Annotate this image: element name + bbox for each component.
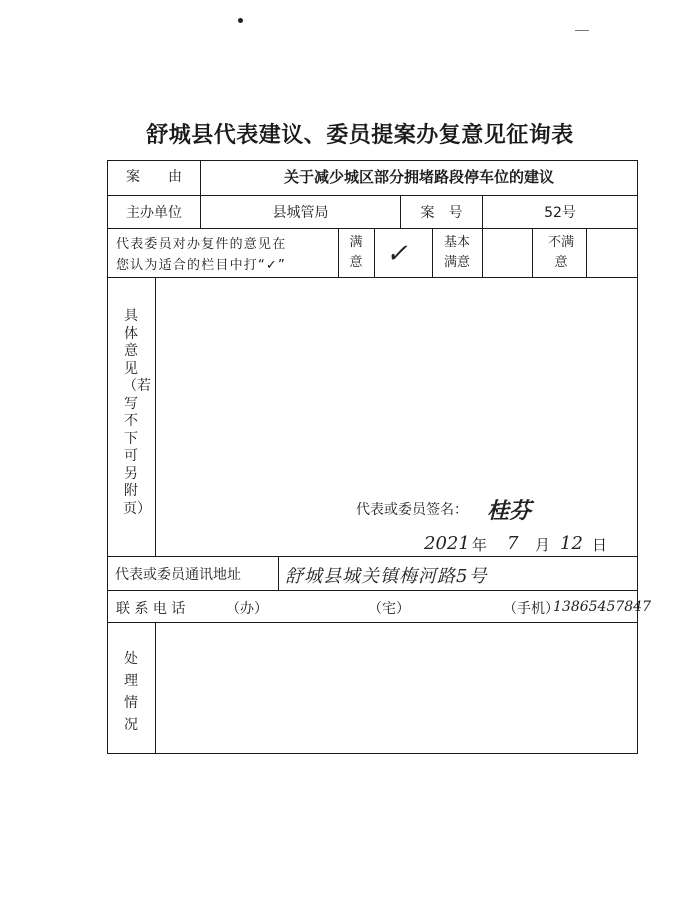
- address-value: 舒城县城关镇梅河路5号: [285, 566, 488, 587]
- case-label: 案 由: [126, 169, 182, 185]
- table-border-bottom: [107, 753, 638, 754]
- col-divider: [586, 228, 587, 277]
- row-divider: [107, 228, 638, 229]
- col-divider: [432, 228, 433, 277]
- row-divider: [107, 622, 638, 623]
- unit-label: 主办单位: [126, 205, 182, 221]
- col-divider: [338, 228, 339, 277]
- opinion-prompt-line1: 代表委员对办复件的意见在: [116, 237, 287, 252]
- satisfied-checkmark: ✓: [386, 239, 408, 269]
- page-title: 舒城县代表建议、委员提案办复意见征询表: [146, 122, 574, 148]
- case-number-label: 案 号: [420, 205, 463, 221]
- signature-label: 代表或委员签名：: [356, 502, 468, 518]
- phone-mobile-value: 13865457847: [553, 599, 651, 615]
- phone-office-label: （办）: [226, 601, 268, 617]
- date-day: 12: [560, 533, 583, 554]
- signature: 桂芬: [487, 498, 532, 524]
- case-number-value: 52号: [544, 205, 576, 221]
- row-divider: [107, 556, 638, 557]
- table-border-top: [107, 160, 638, 161]
- basic-satisfied-label: 基本满意: [443, 235, 470, 270]
- table-border-right: [637, 160, 638, 754]
- col-divider: [155, 277, 156, 556]
- year-char: 年: [472, 536, 488, 554]
- date-year: 2021: [424, 533, 470, 554]
- satisfied-label: 满意: [349, 235, 363, 270]
- col-divider: [374, 228, 375, 277]
- row-divider: [107, 590, 638, 591]
- phone-mobile-label: （手机）: [503, 601, 559, 617]
- not-satisfied-label: 不满意: [547, 235, 574, 270]
- row-divider: [107, 277, 638, 278]
- scan-dot: [238, 18, 243, 23]
- col-divider: [155, 622, 156, 753]
- case-value: 关于减少城区部分拥堵路段停车位的建议: [283, 168, 554, 186]
- date-month: 7: [507, 533, 519, 554]
- table-border-left: [107, 160, 108, 754]
- scan-mark: [575, 30, 589, 31]
- col-divider: [482, 228, 483, 277]
- unit-value: 县城管局: [272, 205, 329, 221]
- address-label: 代表或委员通讯地址: [115, 567, 241, 583]
- specific-opinion-label: 具体意见（若写不下可另附页）: [123, 308, 151, 517]
- opinion-prompt-line2: 您认为适合的栏目中打“✓”: [116, 258, 286, 273]
- phone-home-label: （宅）: [368, 601, 410, 617]
- phone-label: 联 系 电 话: [116, 601, 186, 617]
- row-divider: [107, 195, 638, 196]
- handling-label: 处理情况: [124, 651, 138, 733]
- day-char: 日: [592, 536, 608, 554]
- col-divider: [278, 556, 279, 590]
- col-divider: [532, 228, 533, 277]
- month-char: 月: [535, 536, 551, 554]
